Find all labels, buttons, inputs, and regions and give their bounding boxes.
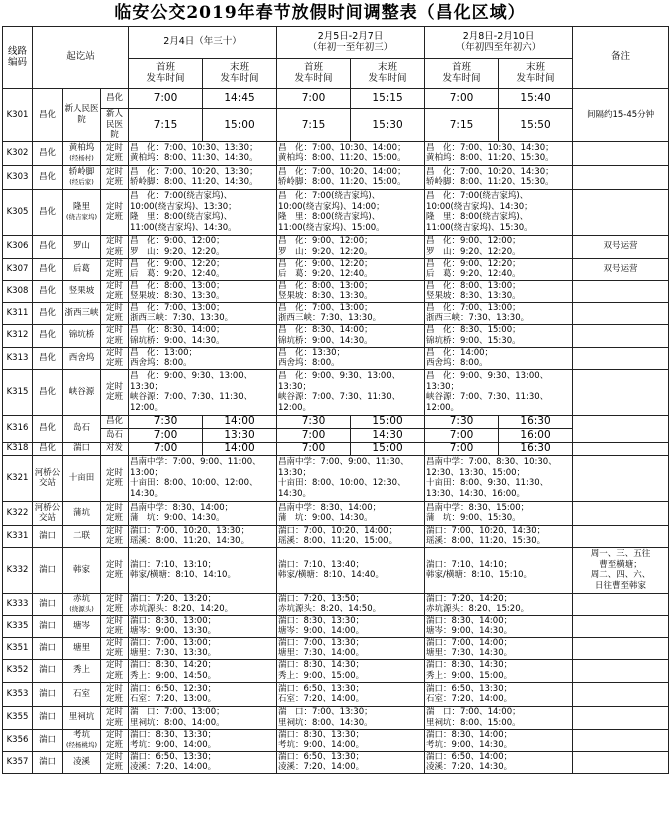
header-first-bus-3: 首班 发车时间 [425,59,499,89]
time-cell: 16:00 [499,428,573,442]
time-cell: 15:00 [351,415,425,428]
schedule-type: 定时 定班 [101,729,129,751]
route-note [573,442,669,455]
schedule-times-p1: 湍 口：7:00、13:00； 里祠坑：8:00、14:00。 [129,706,277,729]
header-note: 备注 [573,27,669,89]
time-cell: 7:00 [277,89,351,109]
table-row [3,369,669,415]
route-from: 湍口 [33,659,63,682]
route-note: 周一、三、五往 曹至横塘； 周二、四、六、 日往曹至韩家 [573,547,669,593]
route-code: K353 [3,682,33,706]
route-code: K312 [3,324,33,347]
schedule-type: 定时 定班 [101,302,129,324]
time-cell: 15:00 [203,109,277,142]
route-note [573,415,669,442]
route-code: K302 [3,141,33,165]
route-note [573,615,669,637]
route-from: 昌化 [33,235,63,258]
schedule-times-p2: 昌 化：8:30、14:00； 锦坑桥：9:00、14:30。 [277,324,425,347]
header-first-bus-1: 首班 发车时间 [129,59,203,89]
route-to [63,729,101,751]
route-to [63,415,101,442]
route-to [63,637,101,659]
schedule-times-p1: 昌 化：9:00、12:00； 罗 山：9:20、12:20。 [129,235,277,258]
schedule-type: 定时 定班 [101,369,129,415]
schedule-times-p3: 昌南中学：7:00、8:30、10:30、 12:30、13:30、15:00； 十亩田：8:00、9:30、11:30、 13:30、14:30、16:00。 [425,455,573,501]
line-label: 对发 [101,442,129,455]
schedule-times-p1: 昌南中学：8:30、14:00； 蒲 坑：9:00、14:30。 [129,501,277,525]
schedule-type: 定时 定班 [101,189,129,235]
schedule-type: 定时 定班 [101,615,129,637]
route-to-label: 里祠坑 [68,712,95,723]
route-code: K303 [3,165,33,189]
line-label: 昌化 [101,89,129,109]
schedule-times-p2: 湍口：7:20、13:50； 赤坑源头：8:20、14:50。 [277,593,425,615]
schedule-times-p1: 湍口：7:00、10:20、13:30； 瑶溪：8:00、11:20、14:30。 [129,525,277,547]
route-to [63,302,101,324]
schedule-times-p1: 昌 化：7:00、13:00； 浙西三峡：7:30、13:30。 [129,302,277,324]
route-to-label: 韩家 [72,564,90,575]
schedule-times-p2: 昌 化：9:00、12:20； 后 葛：9:20、12:40。 [277,258,425,280]
time-cell: 13:30 [203,428,277,442]
route-note: 双号运营 [573,235,669,258]
schedule-type: 定时 定班 [101,593,129,615]
route-from: 昌化 [33,442,63,455]
table-row [3,235,669,258]
schedule-table [2,26,669,774]
schedule-type: 定时 定班 [101,280,129,302]
line-label: 岛石 [101,428,129,442]
schedule-times-p3: 昌 化：9:00、12:00； 罗 山：9:20、12:20。 [425,235,573,258]
time-cell: 7:00 [425,428,499,442]
route-to-label: 考坑 [72,729,90,740]
schedule-times-p2: 昌南中学：8:30、14:00； 蒲 坑：9:00、14:30。 [277,501,425,525]
schedule-type: 定时 定班 [101,455,129,501]
schedule-type: 定时 定班 [101,501,129,525]
schedule-times-p2: 昌 化：7:00、10:20、14:00； 轿岭脚：8:00、11:20、15:00。 [277,165,425,189]
schedule-times-p3: 昌 化：9:00、12:20； 后 葛：9:20、12:40。 [425,258,573,280]
time-cell: 14:00 [203,415,277,428]
schedule-times-p3: 湍口：8:30、14:00； 考坑：9:00、14:30。 [425,729,573,751]
route-to-label: 西舍坞 [68,352,95,363]
route-from: 昌化 [33,165,63,189]
route-code: K316 [3,415,33,442]
table-row [3,141,669,165]
route-to-label: 赤坑 [72,593,90,604]
route-from: 昌化 [33,141,63,165]
route-to [63,235,101,258]
route-code: K322 [3,501,33,525]
route-to-via: (绕源头) [69,605,94,613]
route-to-label: 二联 [72,530,90,541]
schedule-times-p3: 昌 化：7:00(绕吉家坞)、 10:00(绕吉家坞)、14:30； 隆 里：8:00(绕吉家坞)、 11:00(绕吉家坞)、15:30。 [425,189,573,235]
table-row [3,89,669,109]
route-to [63,369,101,415]
time-cell: 15:00 [351,442,425,455]
schedule-type: 定时 定班 [101,235,129,258]
route-to-label: 罗山 [72,241,90,252]
schedule-type: 定时 定班 [101,659,129,682]
route-to-via: (经后家) [69,178,94,186]
schedule-times-p2: 湍口：8:30、13:30； 考坑：9:00、14:00。 [277,729,425,751]
route-to-via: (经杨桃坞) [65,741,98,749]
route-from: 昌化 [33,258,63,280]
route-to-label: 蒲坑 [72,507,90,518]
route-to [63,751,101,773]
header-period-2: 2月5日-2月7日 （年初一至年初三） [277,27,425,59]
route-to [63,615,101,637]
schedule-times-p3: 湍口：6:50、13:30； 石室：7:20、14:00。 [425,682,573,706]
schedule-type: 定时 定班 [101,682,129,706]
schedule-times-p2: 昌 化：13:30； 西舍坞：8:00。 [277,347,425,369]
route-to [63,442,101,455]
header-route-no: 线路 编码 [3,27,33,89]
route-to [63,547,101,593]
table-row [3,324,669,347]
route-from: 湍口 [33,547,63,593]
route-to [63,347,101,369]
page-title: 临安公交2019年春节放假时间调整表（昌化区域） [114,3,526,23]
route-code: K331 [3,525,33,547]
table-row [3,347,669,369]
route-from: 湍口 [33,637,63,659]
schedule-times-p1: 湍口：8:30、13:00； 塘岑：9:00、13:30。 [129,615,277,637]
time-cell: 14:30 [351,428,425,442]
route-note [573,455,669,501]
schedule-times-p1: 昌 化：7:00(绕吉家坞)、 10:00(绕吉家坞)、13:30； 隆 里：8:00(绕吉家坞)、 11:00(绕吉家坞)、14:30。 [129,189,277,235]
route-to [63,455,101,501]
route-to-label: 浙西三峡 [64,307,99,318]
time-cell: 7:30 [425,415,499,428]
table-row [3,615,669,637]
route-note [573,501,669,525]
route-note [573,302,669,324]
route-to [63,593,101,615]
line-label: 新人民医院 [101,109,129,142]
route-to-label: 秀上 [72,665,90,676]
schedule-type: 定时 定班 [101,141,129,165]
time-cell: 14:45 [203,89,277,109]
schedule-times-p2: 昌 化：9:00、9:30、13:00、 13:30； 峡谷源：7:00、7:30、11:30、 12:00。 [277,369,425,415]
header-start-station: 起讫站 [33,27,129,89]
route-note [573,682,669,706]
time-cell: 16:30 [499,442,573,455]
route-note [573,706,669,729]
route-note [573,751,669,773]
time-cell: 7:30 [277,415,351,428]
schedule-times-p2: 湍口：6:50、13:30； 石室：7:20、14:00。 [277,682,425,706]
table-row [3,501,669,525]
schedule-times-p2: 湍口：6:50、13:30； 凌溪：7:20、14:00。 [277,751,425,773]
schedule-type: 定时 定班 [101,347,129,369]
schedule-times-p1: 湍口：7:20、13:20； 赤坑源头：8:20、14:20。 [129,593,277,615]
route-code: K307 [3,258,33,280]
route-note [573,347,669,369]
time-cell: 15:15 [351,89,425,109]
schedule-times-p1: 湍口：8:30、13:30； 考坑：9:00、14:00。 [129,729,277,751]
time-cell: 15:50 [499,109,573,142]
route-to [63,324,101,347]
route-code: K351 [3,637,33,659]
schedule-times-p2: 湍口：7:00、10:20、14:00； 瑶溪：8:00、11:20、15:00。 [277,525,425,547]
schedule-times-p2: 昌 化：9:00、12:00； 罗 山：9:20、12:20。 [277,235,425,258]
route-to-via: (经杨村) [69,154,94,162]
time-cell: 7:15 [425,109,499,142]
route-to-label: 湍口 [72,443,90,454]
route-from: 湍口 [33,615,63,637]
schedule-times-p3: 昌 化：8:00、13:00； 竖果坡：8:30、13:30。 [425,280,573,302]
schedule-times-p2: 昌 化：8:00、13:00； 竖果坡：8:30、13:30。 [277,280,425,302]
route-code: K356 [3,729,33,751]
route-note: 间隔约15-45分钟 [573,89,669,142]
table-row [3,109,669,142]
table-row [3,189,669,235]
table-row [3,280,669,302]
time-cell: 7:00 [129,442,203,455]
schedule-times-p3: 湍 口：7:00、14:00； 里祠坑：8:00、15:00。 [425,706,573,729]
table-row [3,682,669,706]
route-code: K357 [3,751,33,773]
schedule-times-p1: 昌 化：9:00、12:20； 后 葛：9:20、12:40。 [129,258,277,280]
schedule-type: 定时 定班 [101,525,129,547]
route-to-label: 凌溪 [72,756,90,767]
schedule-times-p2: 湍口：7:10、13:40； 韩家/横塘：8:10、14:40。 [277,547,425,593]
schedule-type: 定时 定班 [101,547,129,593]
schedule-times-p1: 湍口：8:30、14:20； 秀上：9:00、14:50。 [129,659,277,682]
route-from: 河桥公交站 [33,455,63,501]
route-to-via: (绕吉家坞) [65,213,98,221]
route-to-label: 隆里 [72,201,90,212]
table-row [3,729,669,751]
route-from: 昌化 [33,302,63,324]
schedule-times-p1: 昌 化：7:00、10:30、13:30； 黄柏坞：8:00、11:30、14:30。 [129,141,277,165]
route-code: K308 [3,280,33,302]
route-code: K311 [3,302,33,324]
schedule-times-p3: 湍口：6:50、14:00； 凌溪：7:20、14:30。 [425,751,573,773]
route-from: 湍口 [33,593,63,615]
route-note [573,141,669,165]
table-row [3,751,669,773]
route-from: 昌化 [33,369,63,415]
route-code: K332 [3,547,33,593]
route-note [573,324,669,347]
schedule-times-p3: 昌 化：7:00、10:20、14:30； 轿岭脚：8:00、11:20、15:30。 [425,165,573,189]
route-code: K301 [3,89,33,142]
schedule-type: 定时 定班 [101,637,129,659]
table-row [3,593,669,615]
time-cell: 16:30 [499,415,573,428]
table-row [3,637,669,659]
route-note [573,525,669,547]
route-to-label: 塘岑 [72,620,90,631]
schedule-times-p1: 昌 化：8:30、14:00； 锦坑桥：9:00、14:30。 [129,324,277,347]
schedule-times-p3: 湍口：7:10、14:10； 韩家/横塘：8:10、15:10。 [425,547,573,593]
route-to [63,501,101,525]
route-from: 昌化 [33,89,63,142]
schedule-times-p3: 湍口：8:30、14:30； 秀上：9:00、15:00。 [425,659,573,682]
schedule-times-p3: 湍口：7:00、14:00； 塘里：7:30、14:30。 [425,637,573,659]
schedule-times-p2: 昌 化：7:00、10:30、14:00； 黄柏坞：8:00、11:20、15:00。 [277,141,425,165]
route-to [63,659,101,682]
route-from: 昌化 [33,347,63,369]
route-to [63,706,101,729]
route-from: 湍口 [33,729,63,751]
schedule-times-p1: 昌 化：9:00、9:30、13:00、 13:30； 峡谷源：7:00、7:30、11:30、 12:00。 [129,369,277,415]
route-to [63,141,101,165]
route-from: 湍口 [33,706,63,729]
schedule-times-p2: 昌 化：7:00、13:00； 浙西三峡：7:30、13:30。 [277,302,425,324]
time-cell: 15:40 [499,89,573,109]
schedule-times-p1: 昌 化：8:00、13:00； 竖果坡：8:30、13:30。 [129,280,277,302]
route-from: 湍口 [33,751,63,773]
schedule-times-p1: 昌南中学：7:00、9:00、11:00、 13:00； 十亩田：8:00、10:00、12:00、 14:30。 [129,455,277,501]
route-from: 昌化 [33,189,63,235]
schedule-times-p2: 湍口：8:30、13:30； 塘岑：9:00、14:00。 [277,615,425,637]
schedule-times-p2: 湍 口：7:00、13:30； 里祠坑：8:00、14:30。 [277,706,425,729]
table-row [3,455,669,501]
route-to-label: 黄柏坞 [68,142,95,153]
schedule-times-p1: 昌 化：13:00； 西舍坞：8:00。 [129,347,277,369]
time-cell: 14:00 [203,442,277,455]
header-last-bus-3: 末班 发车时间 [499,59,573,89]
schedule-times-p2: 湍口：7:00、13:30； 塘里：7:30、14:00。 [277,637,425,659]
time-cell: 7:00 [129,89,203,109]
route-code: K305 [3,189,33,235]
time-cell: 7:15 [129,109,203,142]
schedule-times-p3: 昌 化：9:00、9:30、13:00、 13:30； 峡谷源：7:00、7:30、11:30、 12:00。 [425,369,573,415]
time-cell: 15:30 [351,109,425,142]
schedule-type: 定时 定班 [101,165,129,189]
header-last-bus-1: 末班 发车时间 [203,59,277,89]
route-from: 河桥公交站 [33,501,63,525]
route-note [573,369,669,415]
route-code: K315 [3,369,33,415]
table-row [3,258,669,280]
route-code: K318 [3,442,33,455]
route-code: K352 [3,659,33,682]
time-cell: 7:00 [277,442,351,455]
schedule-times-p1: 湍口：6:50、12:30； 石室：7:20、13:00。 [129,682,277,706]
route-to [63,682,101,706]
table-row [3,547,669,593]
route-note [573,165,669,189]
table-row [3,165,669,189]
schedule-times-p1: 湍口：6:50、13:30； 凌溪：7:20、14:00。 [129,751,277,773]
schedule-times-p2: 湍口：8:30、14:30； 秀上：9:00、15:00。 [277,659,425,682]
route-to-label: 石室 [72,688,90,699]
route-note [573,280,669,302]
route-note [573,637,669,659]
route-to-label: 竖果坡 [68,285,95,296]
route-to-label: 锦坑桥 [68,330,95,341]
route-to-label: 岛石 [72,423,90,434]
route-code: K306 [3,235,33,258]
schedule-type: 定时 定班 [101,706,129,729]
schedule-times-p3: 昌 化：14:00； 西舍坞：8:00。 [425,347,573,369]
table-row [3,428,669,442]
schedule-times-p2: 昌 化：7:00(绕吉家坞)、 10:00(绕吉家坞)、14:00； 隆 里：8:00(绕吉家坞)、 11:00(绕吉家坞)、15:00。 [277,189,425,235]
route-from: 湍口 [33,525,63,547]
time-cell: 7:30 [129,415,203,428]
line-label: 昌化 [101,415,129,428]
schedule-type: 定时 定班 [101,324,129,347]
table-row [3,525,669,547]
time-cell: 7:00 [129,428,203,442]
schedule-times-p3: 昌 化：7:00、13:00； 浙西三峡：7:30、13:30。 [425,302,573,324]
route-to [63,525,101,547]
route-note [573,659,669,682]
route-to-label: 后葛 [72,263,90,274]
route-to-label: 新人民医院 [64,104,99,125]
route-to-label: 轿岭脚 [68,166,95,177]
route-to [63,258,101,280]
route-from: 昌化 [33,280,63,302]
route-from: 湍口 [33,682,63,706]
table-row [3,442,669,455]
schedule-times-p1: 昌 化：7:00、10:20、13:30； 轿岭脚：8:00、11:20、14:30。 [129,165,277,189]
route-to-label: 塘里 [72,642,90,653]
route-note: 双号运营 [573,258,669,280]
schedule-type: 定时 定班 [101,258,129,280]
schedule-times-p3: 湍口：7:20、14:20； 赤坑源头：8:20、15:20。 [425,593,573,615]
route-to [63,165,101,189]
route-code: K355 [3,706,33,729]
route-to [63,189,101,235]
table-row [3,302,669,324]
schedule-times-p1: 湍口：7:10、13:10； 韩家/横塘：8:10、14:10。 [129,547,277,593]
table-row [3,706,669,729]
header-last-bus-2: 末班 发车时间 [351,59,425,89]
table-row [3,659,669,682]
schedule-type: 定时 定班 [101,751,129,773]
schedule-times-p3: 湍口：8:30、14:00； 塘岑：9:00、14:30。 [425,615,573,637]
schedule-times-p1: 湍口：7:00、13:00； 塘里：7:30、13:30。 [129,637,277,659]
header-period-3: 2月8日-2月10日 （年初四至年初六） [425,27,573,59]
route-from: 昌化 [33,324,63,347]
route-code: K313 [3,347,33,369]
route-to [63,89,101,142]
route-code: K333 [3,593,33,615]
time-cell: 7:15 [277,109,351,142]
route-note [573,189,669,235]
schedule-times-p3: 昌南中学：8:30、15:00； 蒲 坑：9:00、15:30。 [425,501,573,525]
route-code: K321 [3,455,33,501]
route-to-label: 峡谷源 [68,386,95,397]
route-code: K335 [3,615,33,637]
table-row [3,415,669,428]
route-from: 昌化 [33,415,63,442]
schedule-times-p2: 昌南中学：7:00、9:00、11:30、 13:30； 十亩田：8:00、10:00、12:30、 14:30。 [277,455,425,501]
route-to [63,280,101,302]
time-cell: 7:00 [425,89,499,109]
route-note [573,729,669,751]
schedule-times-p3: 昌 化：8:30、15:00； 锦坑桥：9:00、15:30。 [425,324,573,347]
header-period-1: 2月4日（年三十） [129,27,277,59]
time-cell: 7:00 [277,428,351,442]
schedule-times-p3: 湍口：7:00、10:20、14:30； 瑶溪：8:00、11:20、15:30。 [425,525,573,547]
schedule-times-p3: 昌 化：7:00、10:30、14:30； 黄柏坞：8:00、11:20、15:30。 [425,141,573,165]
route-to-label: 十亩田 [68,472,95,483]
header-first-bus-2: 首班 发车时间 [277,59,351,89]
time-cell: 7:00 [425,442,499,455]
route-note [573,593,669,615]
